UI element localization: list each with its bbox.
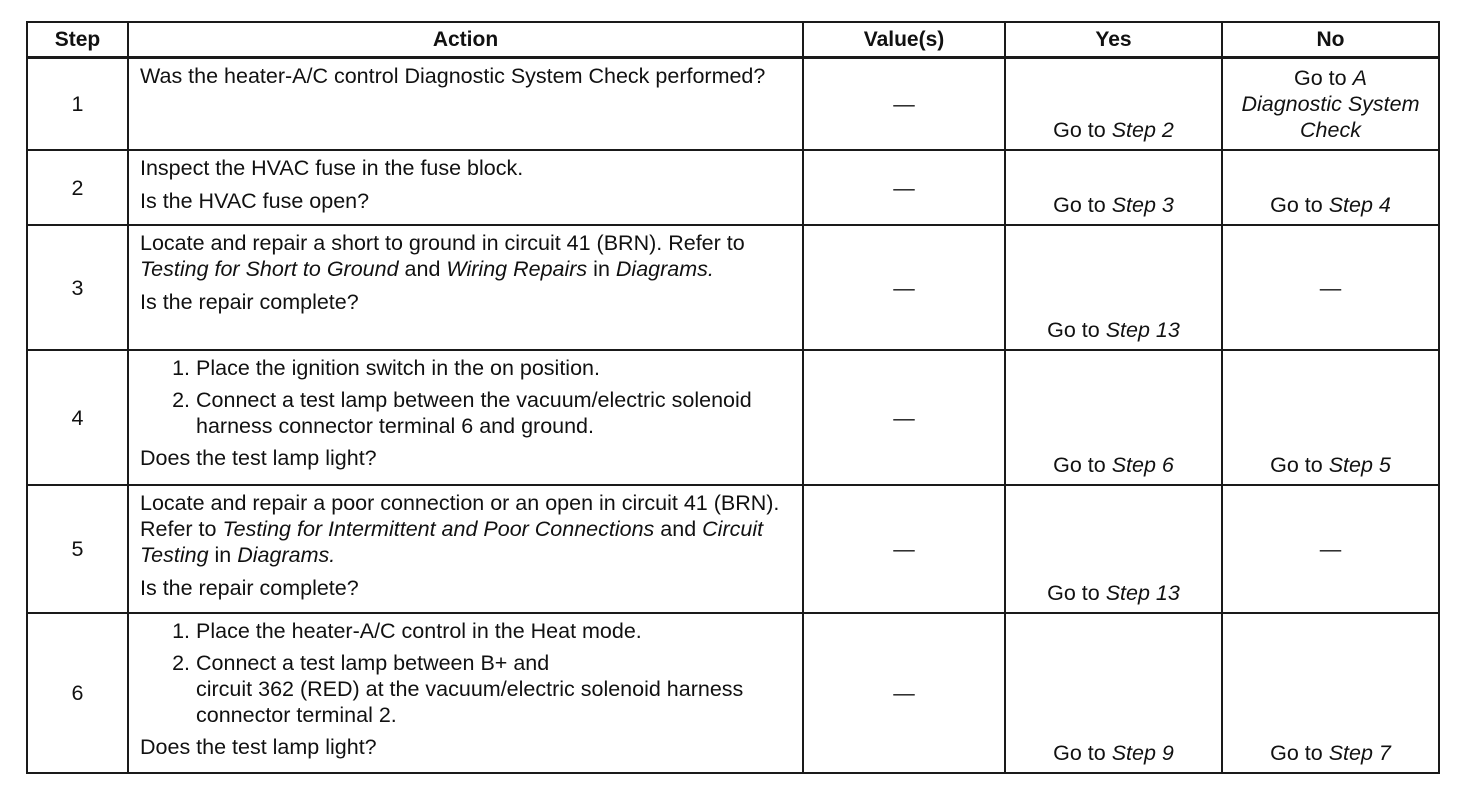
yes-target: Step 6 <box>1111 453 1174 477</box>
no-cell <box>1222 613 1439 773</box>
value-cell: — <box>803 150 1005 225</box>
action-text: Locate and repair a short to ground in circuit 41 (BRN). Refer to <box>140 231 745 255</box>
no-target: Step 7 <box>1328 741 1391 765</box>
table-row <box>27 58 1439 151</box>
step-number: 3 <box>27 225 128 350</box>
goto-text: Go to <box>1294 66 1347 90</box>
action-text: in <box>593 257 610 281</box>
no-cell: — <box>1222 225 1439 350</box>
action-cell <box>128 150 803 225</box>
action-instruction <box>140 490 792 568</box>
table-row <box>27 485 1439 613</box>
action-reference: Testing for Short to Ground <box>140 257 399 281</box>
diagnostic-table <box>26 21 1440 774</box>
action-steps-list <box>140 618 792 728</box>
action-cell <box>128 485 803 613</box>
action-question: Is the repair complete? <box>140 290 359 314</box>
yes-target: Step 13 <box>1105 581 1180 605</box>
action-reference: Testing for Intermittent and Poor Connections <box>222 517 655 541</box>
goto-text: Go to <box>1053 118 1106 142</box>
list-item: 1. Place the ignition switch in the on position. <box>196 355 792 381</box>
action-reference: Diagrams. <box>615 257 714 281</box>
list-item: 1. Place the heater-A/C control in the Heat mode. <box>196 618 792 644</box>
no-cell <box>1222 150 1439 225</box>
yes-cell <box>1005 485 1222 613</box>
action-cell <box>128 225 803 350</box>
action-question: Was the heater-A/C control Diagnostic System Check performed? <box>140 64 766 88</box>
action-question: Does the test lamp light? <box>140 735 377 759</box>
goto-text: Go to <box>1047 581 1100 605</box>
goto-text: Go to <box>1053 193 1106 217</box>
action-question: Does the test lamp light? <box>140 446 377 470</box>
action-text: in <box>214 543 232 567</box>
yes-cell <box>1005 150 1222 225</box>
action-reference: Wiring Repairs <box>446 257 588 281</box>
table-row <box>27 613 1439 773</box>
header-value: Value(s) <box>803 22 1005 58</box>
no-target-text: Diagnostic System Check <box>1241 92 1420 142</box>
action-instruction <box>140 230 792 282</box>
yes-target: Step 9 <box>1111 741 1174 765</box>
yes-target: Step 3 <box>1111 193 1174 217</box>
step-number: 2 <box>27 150 128 225</box>
header-action: Action <box>128 22 803 58</box>
header-row <box>27 22 1439 58</box>
yes-target: Step 2 <box>1111 118 1174 142</box>
action-cell <box>128 613 803 773</box>
yes-target: Step 13 <box>1105 318 1180 342</box>
no-target: Step 4 <box>1328 193 1391 217</box>
value-cell: — <box>803 350 1005 485</box>
value-cell: — <box>803 485 1005 613</box>
action-reference: Diagrams. <box>237 543 336 567</box>
step-number: 1 <box>27 58 128 151</box>
action-text: and <box>404 257 441 281</box>
list-item: 2. Connect a test lamp between the vacuum/electric solenoid harness connector terminal 6 and ground. <box>196 387 792 439</box>
goto-text: Go to <box>1047 318 1100 342</box>
action-cell <box>128 350 803 485</box>
list-item-text: circuit 362 (RED) at the vacuum/electric solenoid harness connector terminal 2. <box>196 677 744 727</box>
step-number: 5 <box>27 485 128 613</box>
goto-text: Go to <box>1270 193 1323 217</box>
action-instruction: Inspect the HVAC fuse in the fuse block. <box>140 156 524 180</box>
step-number: 4 <box>27 350 128 485</box>
header-no: No <box>1222 22 1439 58</box>
action-steps-list <box>140 355 792 439</box>
no-cell <box>1222 350 1439 485</box>
value-cell: — <box>803 613 1005 773</box>
yes-cell <box>1005 350 1222 485</box>
header-step: Step <box>27 22 128 58</box>
value-cell: — <box>803 58 1005 151</box>
step-number: 6 <box>27 613 128 773</box>
goto-text: Go to <box>1270 453 1323 477</box>
list-item-text: Connect a test lamp between B+ and <box>196 651 550 675</box>
no-target-link: A <box>1352 66 1367 90</box>
table-row <box>27 225 1439 350</box>
table-row <box>27 150 1439 225</box>
no-cell <box>1222 58 1439 151</box>
action-cell <box>128 58 803 151</box>
no-target: Step 5 <box>1328 453 1391 477</box>
action-reference: Circuit Testing <box>140 517 764 567</box>
goto-text: Go to <box>1053 453 1106 477</box>
diagnostic-table-wrapper <box>26 21 1440 774</box>
action-question: Is the HVAC fuse open? <box>140 189 370 213</box>
header-yes: Yes <box>1005 22 1222 58</box>
goto-text: Go to <box>1053 741 1106 765</box>
value-cell: — <box>803 225 1005 350</box>
action-question: Is the repair complete? <box>140 576 359 600</box>
goto-text: Go to <box>1270 741 1323 765</box>
action-text: Locate and repair a poor connection or an open in circuit 41 (BRN). Refer to <box>140 491 780 541</box>
no-cell: — <box>1222 485 1439 613</box>
yes-cell <box>1005 225 1222 350</box>
list-item <box>196 650 792 728</box>
action-text: and <box>660 517 697 541</box>
table-row <box>27 350 1439 485</box>
yes-cell <box>1005 58 1222 151</box>
yes-cell <box>1005 613 1222 773</box>
